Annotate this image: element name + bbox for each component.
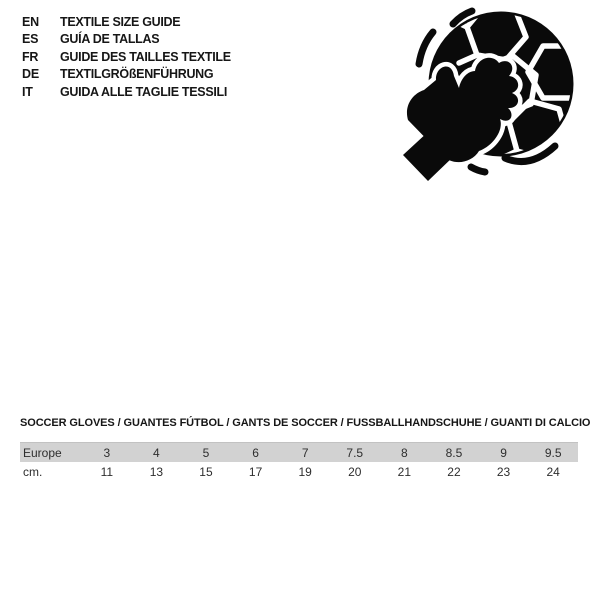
table-row-europe <box>20 443 578 463</box>
language-label: GUÍA DE TALLAS <box>60 32 160 47</box>
language-code: EN <box>22 14 39 29</box>
size-cell: 13 <box>149 464 164 479</box>
language-row-it <box>22 83 231 101</box>
size-cell: 9.5 <box>544 445 562 460</box>
language-label: GUIDA ALLE TAGLIE TESSILI <box>60 84 228 99</box>
size-table <box>20 442 578 481</box>
size-table-section <box>20 417 591 481</box>
language-label: TEXTILGRÖßENFÜHRUNG <box>60 67 214 82</box>
row-label-cm: cm. <box>23 464 43 479</box>
size-cell: 8.5 <box>445 445 463 460</box>
size-cell: 8 <box>401 445 408 460</box>
size-cell: 23 <box>496 464 511 479</box>
language-code: DE <box>22 67 39 82</box>
size-cell: 19 <box>298 464 312 479</box>
size-cell: 3 <box>103 445 111 460</box>
language-code: ES <box>22 32 39 47</box>
size-table-title: SOCCER GLOVES / GUANTES FÚTBOL / GANTS DE SOCCER / FUSSBALLHANDSCHUHE / GUANTI DI CALCIO <box>20 417 591 429</box>
size-cell: 15 <box>199 464 213 479</box>
size-cell: 11 <box>100 464 114 479</box>
glove-ball-svg <box>398 0 590 192</box>
goalkeeper-glove-ball-icon <box>398 0 590 192</box>
row-label-europe: Europe <box>23 445 62 460</box>
language-code: IT <box>22 84 33 99</box>
size-cell: 20 <box>348 464 362 479</box>
size-cell: 6 <box>252 445 259 460</box>
size-cell: 9 <box>500 445 507 460</box>
language-row-fr <box>22 48 231 66</box>
language-label: TEXTILE SIZE GUIDE <box>60 14 181 29</box>
size-cell: 7 <box>301 445 309 460</box>
size-cell: 21 <box>397 464 412 479</box>
language-row-es <box>22 31 231 49</box>
table-row-cm <box>20 462 578 481</box>
size-cell: 24 <box>546 464 560 479</box>
size-cell: 4 <box>153 445 160 460</box>
language-row-de <box>22 66 231 84</box>
size-cell: 7.5 <box>346 445 364 460</box>
size-cell: 5 <box>202 445 210 460</box>
language-code: FR <box>22 49 39 64</box>
language-guide-list <box>22 13 231 101</box>
size-cell: 22 <box>447 464 461 479</box>
language-label: GUIDE DES TAILLES TEXTILE <box>60 49 231 64</box>
language-row-en <box>22 13 231 31</box>
size-cell: 17 <box>248 464 263 479</box>
